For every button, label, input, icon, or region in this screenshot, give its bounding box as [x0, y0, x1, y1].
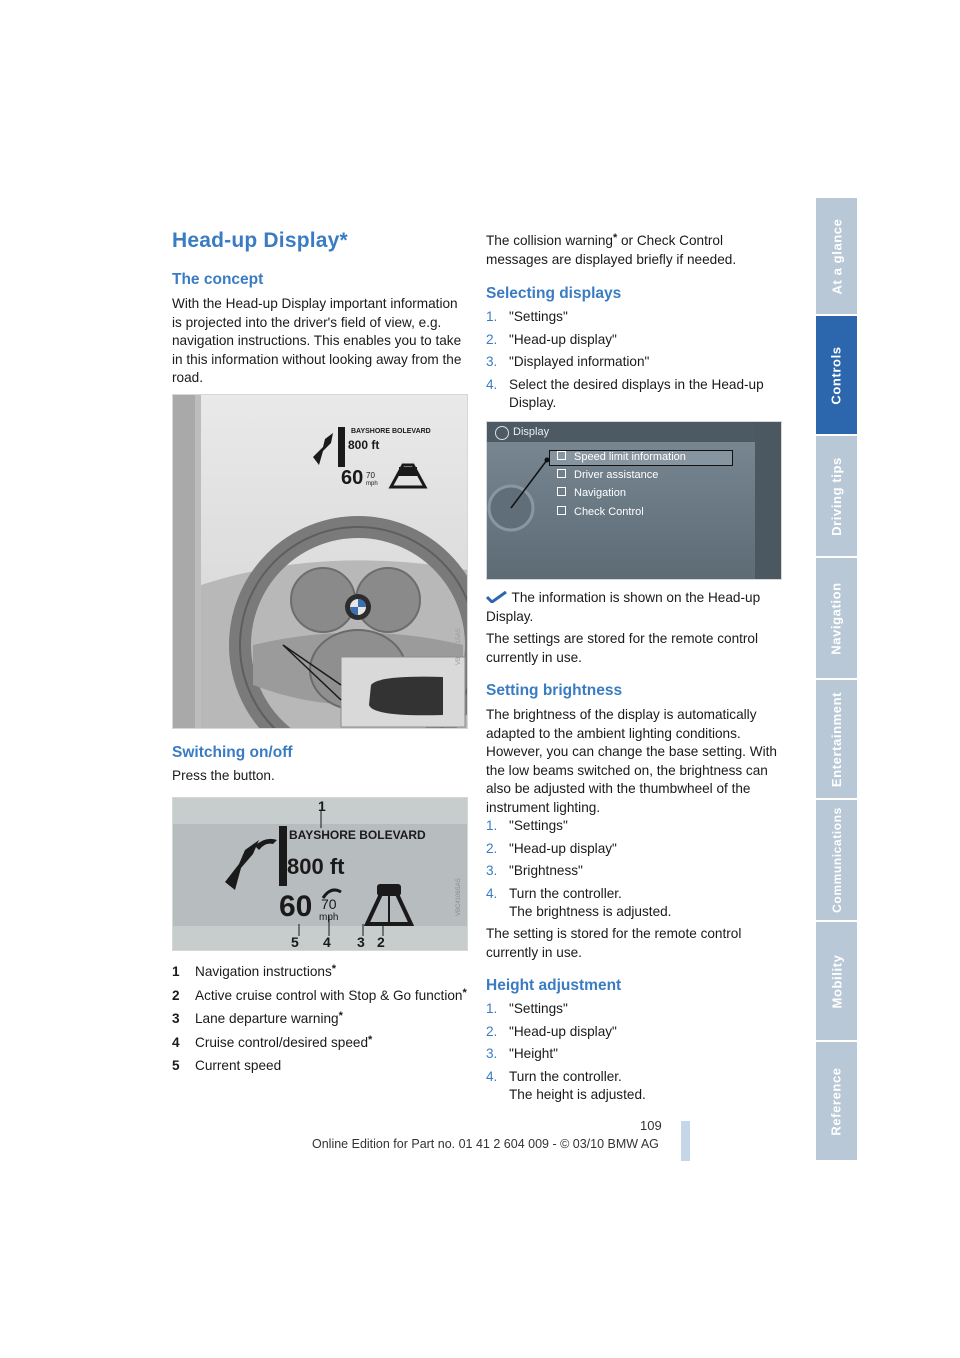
list-item: 1. "Settings": [486, 818, 568, 833]
callout-legend: [172, 963, 468, 1081]
tab-controls[interactable]: Controls: [816, 316, 857, 434]
brightness-steps: [486, 817, 782, 926]
height-steps: [486, 1000, 782, 1109]
hud-callout-figure: [172, 797, 468, 951]
hud-distance: 800 ft: [287, 854, 345, 879]
hud-speed: 60: [341, 467, 364, 489]
chapter-tabs: [816, 198, 857, 1160]
tab-navigation[interactable]: Navigation: [816, 558, 857, 678]
list-item: 1. "Settings": [486, 309, 568, 324]
brightness-stored-text: The setting is stored for the remote control currently in use.: [486, 926, 742, 960]
hud-cockpit-figure: [172, 394, 468, 729]
list-item: 2. "Head-up display": [486, 1023, 617, 1039]
brightness-text: The brightness of the display is automatically adapted to the ambient lighting conditions. However, you can change the base setting. With the low beams switched on, the brightness can also be adjusted with the thumbwheel of the instrument lighting.: [486, 707, 777, 815]
hud-set-speed: 70: [321, 896, 337, 912]
list-item: 5 Current speed: [172, 1058, 282, 1074]
hud-speed: 60: [279, 890, 313, 923]
select-steps: [486, 308, 782, 417]
edition-footer: Online Edition for Part no. 01 41 2 604 009 - © 03/10 BMW AG: [312, 1137, 659, 1151]
select-heading: Selecting displays: [486, 285, 622, 302]
list-item: 3. "Displayed information": [486, 354, 650, 370]
list-item: 3 Lane departure warning*: [172, 1010, 343, 1027]
hud-unit: mph: [366, 481, 378, 487]
hud-unit: mph: [319, 912, 339, 923]
tab-mobility[interactable]: Mobility: [816, 922, 857, 1040]
switch-heading: Switching on/off: [172, 744, 293, 761]
list-item: 1. "Settings": [486, 1001, 568, 1016]
cockpit-illustration: [173, 395, 467, 728]
hud-set-speed: 70: [366, 471, 375, 480]
brightness-heading: Setting brightness: [486, 682, 623, 699]
tab-at-a-glance[interactable]: At a glance: [816, 198, 857, 314]
list-item: 3. "Brightness": [486, 863, 583, 879]
page-marker: [681, 1121, 690, 1161]
intro-text: The collision warning* or Check Control messages are displayed briefly if needed.: [486, 232, 737, 267]
turn-arrow-icon: [225, 840, 259, 890]
height-heading: Height adjustment: [486, 977, 622, 994]
callout-1: 1: [318, 798, 326, 814]
hud-distance: 800 ft: [348, 438, 380, 452]
hud-street-name: BAYSHORE BOLEVARD: [351, 428, 431, 435]
list-item: 2. "Head-up display": [486, 331, 617, 347]
list-item: 4. Select the desired displays in the Head-up Display.: [486, 376, 764, 411]
hud-street-name: BAYSHORE BOLEVARD: [289, 828, 426, 842]
menu-item-driver-assistance[interactable]: Driver assistance: [557, 469, 658, 481]
tab-communications[interactable]: Communications: [816, 800, 857, 920]
concept-text: With the Head-up Display important information is projected into the driver's field of view, e.g. navigation instructions. This enables you to take in this information without looking away from the road.: [172, 296, 462, 386]
page-number: 109: [640, 1118, 662, 1133]
list-item: 3. "Height": [486, 1046, 558, 1062]
list-item: 4. Turn the controller. The height is adjusted.: [486, 1068, 646, 1103]
menu-item-speed-limit[interactable]: Speed limit information: [557, 451, 686, 463]
list-item: 4. Turn the controller. The brightness is adjusted.: [486, 885, 672, 920]
check-text: The information is shown on the Head-up Display.: [486, 590, 761, 624]
display-menu-figure: [486, 421, 782, 580]
tab-entertainment[interactable]: Entertainment: [816, 680, 857, 798]
tab-driving-tips[interactable]: Driving tips: [816, 436, 857, 556]
page-title: Head-up Display*: [172, 229, 348, 252]
menu-item-navigation[interactable]: Navigation: [557, 487, 626, 499]
list-item: 2 Active cruise control with Stop & Go function*: [172, 986, 467, 1003]
callout-2: 2: [377, 934, 385, 950]
menu-item-check-control[interactable]: Check Control: [557, 506, 644, 518]
concept-heading: The concept: [172, 271, 264, 288]
callout-5: 5: [291, 934, 299, 950]
menu-title: Display: [513, 426, 550, 438]
switch-text: Press the button.: [172, 768, 275, 783]
tab-reference[interactable]: Reference: [816, 1042, 857, 1160]
figure-code: VBC4106SAS: [456, 878, 462, 916]
list-item: 4 Cruise control/desired speed*: [172, 1033, 373, 1050]
stored-text: The settings are stored for the remote control currently in use.: [486, 631, 759, 665]
callout-3: 3: [357, 934, 365, 950]
list-item: 1 Navigation instructions*: [172, 963, 337, 979]
callout-4: 4: [323, 934, 331, 950]
checkmark-icon: [486, 591, 508, 603]
figure-code: VBC5111SAS: [456, 628, 462, 665]
list-item: 2. "Head-up display": [486, 840, 617, 856]
